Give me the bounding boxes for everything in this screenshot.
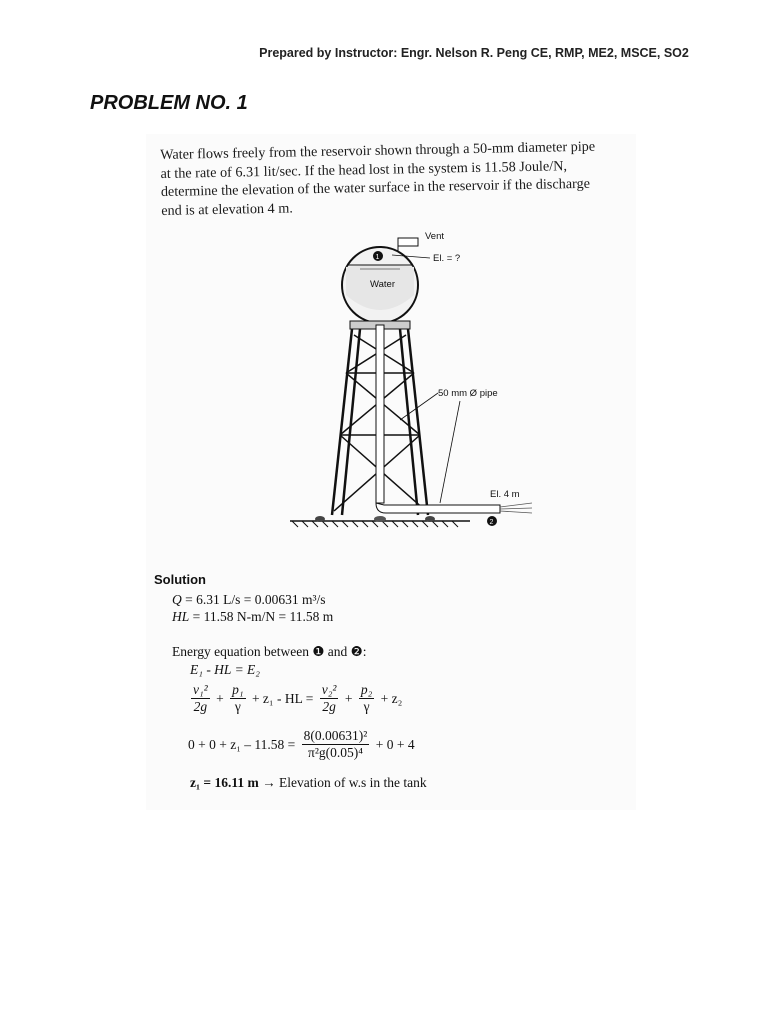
problem-line: at the rate of 6.31 lit/sec. If the head lost in the system is 11.58 Joule/N, <box>160 157 568 182</box>
vertical-pipe <box>376 325 500 513</box>
point-2-label: 2 <box>489 519 494 526</box>
problem-line: end is at elevation 4 m. <box>161 199 293 219</box>
elevation-top-label: El. = ? <box>433 253 461 264</box>
velocity-head-2: $\frac{\text{v₂²}}{2g}$ <box>321 682 337 714</box>
ground <box>290 516 470 527</box>
q-value: = 6.31 L/s = 0.00631 m³/s <box>181 592 326 607</box>
elevation-bottom-label: El. 4 m <box>490 489 520 500</box>
vent-label: Vent <box>425 231 445 242</box>
velocity-head-term: $\frac{\text{8(0.00631)²}}{\text{π²g(0.05)⁴}}$ <box>303 728 368 760</box>
q-symbol: Q <box>172 592 182 607</box>
bernoulli-equation: $\frac{\text{v₁²}}{2g}$ + $\frac{\text{p₁}}{\gamma}$ + z₁ - HL = $\frac{\text{v₂²}}{2g}$ + $\frac{\text{p₂}}{\gamma}$ + z₂ <box>193 682 403 714</box>
discharge-jet <box>500 503 532 513</box>
head-loss-line <box>172 609 333 625</box>
problem-line: determine the elevation of the water surface in the reservoir if the discharge <box>160 175 591 200</box>
energy-equation-intro: Energy equation between ❶ and ❷: <box>172 644 367 659</box>
pressure-head-2: $\frac{\text{p₂}}{\gamma}$ <box>360 682 373 714</box>
substituted-equation: 0 + 0 + z₁ – 11.58 = $\frac{\text{8(0.00631)²}}{\text{π²g(0.05)⁴}}$ + 0 + 4 <box>188 728 415 760</box>
pipe-label: 50 mm Ø pipe <box>438 388 498 399</box>
energy-equation: E₁ - HL = E₂ <box>190 662 260 677</box>
problem-title: PROBLEM NO. 1 <box>90 92 248 114</box>
point-1-label: 1 <box>375 254 380 261</box>
result-value: z₁ = 16.11 m <box>190 775 259 790</box>
hl-symbol: HL <box>172 609 190 624</box>
water-tower-diagram <box>280 225 550 535</box>
problem-statement <box>160 137 631 220</box>
flow-rate-line <box>172 592 326 608</box>
page-header: Prepared by Instructor: Engr. Nelson R. Peng CE, RMP, ME2, MSCE, SO2 <box>259 46 689 60</box>
hl-value: = 11.58 N-m/N = 11.58 m <box>189 609 334 624</box>
solution-heading: Solution <box>154 572 206 587</box>
water-label: Water <box>370 279 395 290</box>
velocity-head-1: $\frac{\text{v₁²}}{2g}$ <box>193 682 208 714</box>
problem-line: Water flows freely from the reservoir shown through a 50-mm diameter pipe <box>160 138 596 163</box>
vent-pipe <box>398 238 418 251</box>
result-line <box>190 775 427 791</box>
result-description: → Elevation of w.s in the tank <box>258 775 427 790</box>
pressure-head-1: $\frac{\text{p₁}}{\gamma}$ <box>232 682 244 714</box>
